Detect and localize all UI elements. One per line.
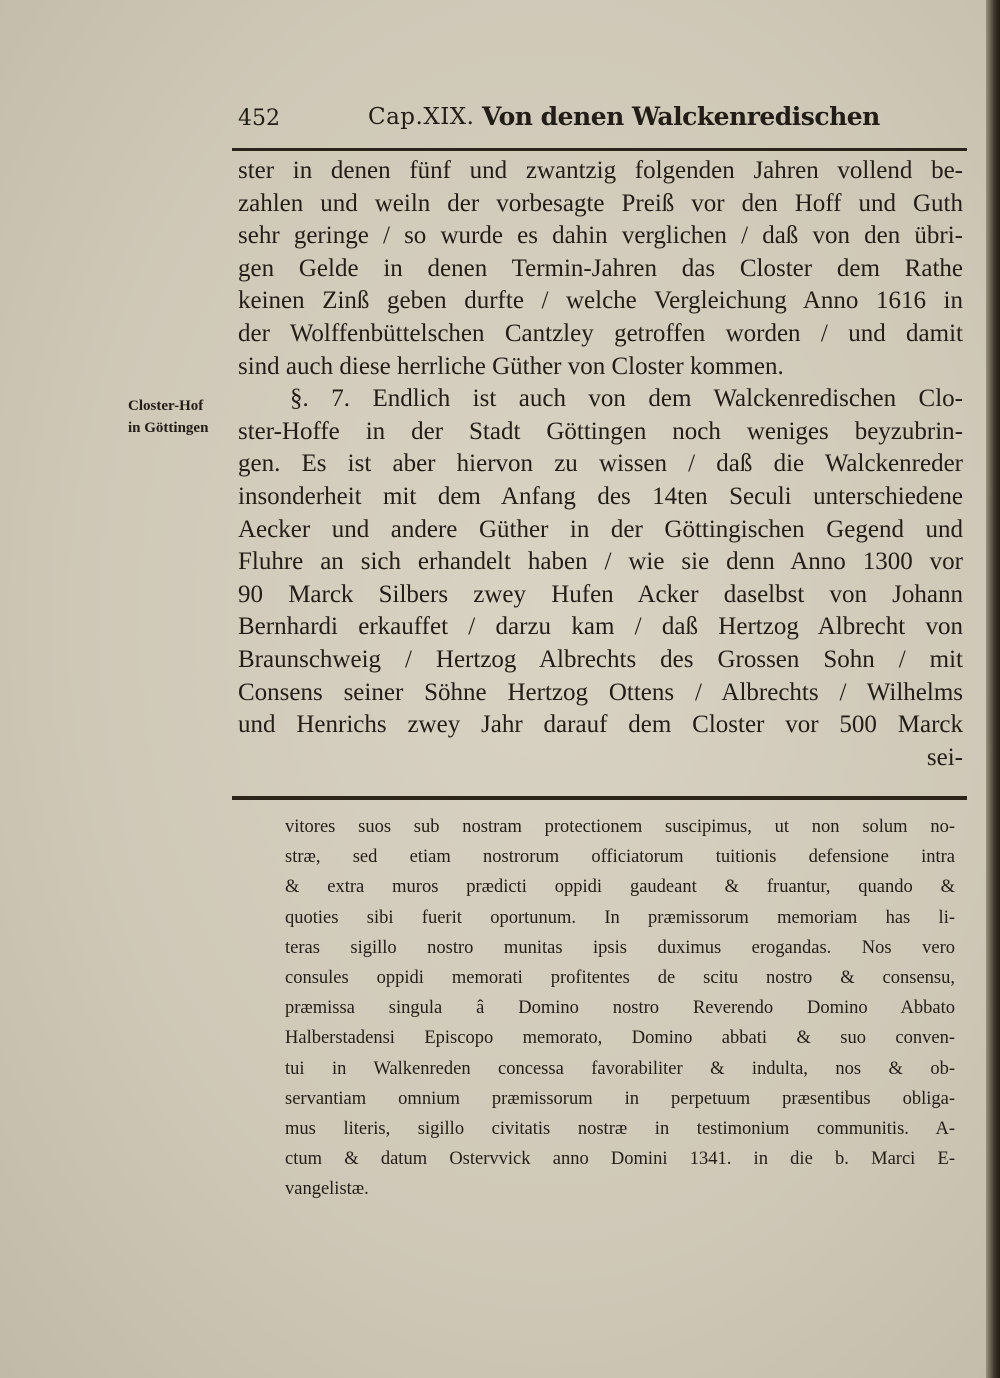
text-line: 90 Marck Silbers zwey Hufen Acker daselbst von Johann [238,580,963,608]
note-line: consules oppidi memorati profitentes de scitu nostro & consensu, [285,968,955,989]
text-line: §. 7. Endlich ist auch von dem Walckenredischen Clo- [290,385,963,413]
margin-note-line: in Göttingen [128,420,209,436]
main-text [238,155,963,774]
footnote-rule [232,796,967,800]
text-line: Braunschweig / Hertzog Albrechts des Grossen Sohn / mit [238,645,963,673]
text-line: Aecker und andere Güther in der Göttingischen Gegend und [238,515,963,543]
text-line: keinen Zinß geben durfte / welche Vergleichung Anno 1616 in [238,287,963,315]
note-line: vitores suos sub nostram protectionem suscipimus, ut non solum no- [285,817,955,837]
page-number: 452 [238,106,280,131]
book-spine-edge [986,0,1000,1378]
running-title: Von denen Walckenredischen [482,102,880,131]
text-line: der Wolffenbüttelschen Cantzley getroffen worden / und damit [238,319,963,347]
note-line: tui in Walkenreden concessa favorabiliter & indulta, nos & ob- [285,1058,955,1079]
text-line: gen. Es ist aber hiervon zu wissen / daß die Walckenreder [238,450,963,478]
header-rule [232,148,967,151]
note-line: & extra muros prædicti oppidi gaudeant & fruantur, quando & [285,877,955,898]
note-line: Halberstadensi Episcopo memorato, Domino abbati & suo conven- [285,1028,955,1049]
text-line: sind auch diese herrliche Güther von Closter kommen. [238,352,784,380]
note-line: vangelistæ. [285,1179,369,1200]
chapter-label: Cap.XIX. [368,104,475,130]
margin-note-line: Closter-Hof [128,398,204,414]
text-line: insonderheit mit dem Anfang des 14ten Seculi unterschiedene [238,482,963,510]
text-line: sehr geringe / so wurde es dahin verglichen / daß von den übri- [238,222,963,250]
note-line: ctum & datum Ostervvick anno Domini 1341. in die b. Marci E- [285,1149,955,1170]
note-line: teras sigillo nostro munitas ipsis duximus erogandas. Nos vero [285,937,955,958]
footnote-text [285,812,955,1205]
text-line: ster-Hoffe in der Stadt Göttingen noch weniges beyzubrin- [238,417,963,445]
catchword: sei- [926,743,963,771]
text-line: Bernhardi erkauffet / darzu kam / daß Hertzog Albrecht von [238,613,963,641]
note-line: mus literis, sigillo civitatis nostræ in testimonium communitis. A- [285,1119,955,1140]
text-line: Consens seiner Söhne Hertzog Ottens / Albrechts / Wilhelms [238,678,963,706]
margin-note [128,395,236,439]
note-line: stræ, sed etiam nostrorum officiatorum tuitionis defensione intra [285,847,955,868]
note-line: quoties sibi fuerit oportunum. In præmissorum memoriam has li- [285,907,955,928]
text-line: gen Gelde in denen Termin-Jahren das Closter dem Rathe [238,254,963,282]
text-line: ster in denen fünf und zwantzig folgenden Jahren vollend be- [238,157,963,184]
text-line: zahlen und weiln der vorbesagte Preiß vor den Hoff und Guth [238,189,963,217]
text-line: Fluhre an sich erhandelt haben / wie sie denn Anno 1300 vor [238,548,963,576]
note-line: servantiam omnium præmissorum in perpetuum præsentibus obliga- [285,1088,955,1109]
page-header [232,100,972,140]
text-line: und Henrichs zwey Jahr darauf dem Closter vor 500 Marck [238,711,963,739]
note-line: præmissa singula â Domino nostro Reverendo Domino Abbato [285,998,955,1019]
